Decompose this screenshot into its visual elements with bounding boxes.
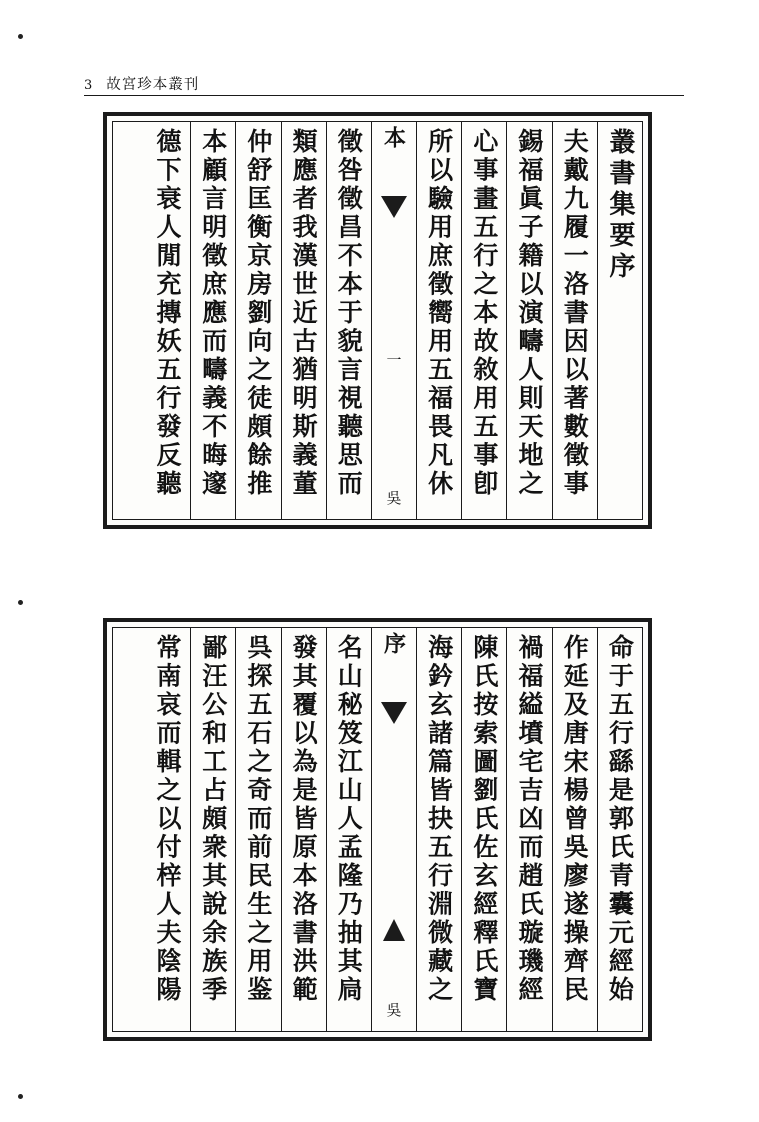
center-fold-footer: 吳 — [384, 1002, 403, 1019]
column-text: 海鈐玄諸篇皆抉五行淵微藏之 — [424, 634, 454, 1005]
text-column — [552, 628, 597, 1031]
text-column — [190, 122, 235, 519]
column-text: 本顧言明徵庶應而疇義不晦邃 — [198, 128, 228, 499]
column-text: 鄙汪公和工占頗衆其說余族季 — [198, 634, 228, 1005]
text-column — [416, 628, 461, 1031]
column-text: 叢書集要序 — [604, 128, 635, 283]
text-column — [461, 628, 506, 1031]
text-column — [281, 122, 326, 519]
text-column — [326, 628, 371, 1031]
plate-bottom — [103, 618, 652, 1041]
column-text: 仲舒匡衡京房劉向之徒頗餘推 — [243, 128, 273, 499]
center-fold-column — [371, 628, 416, 1031]
center-fold-column — [371, 122, 416, 519]
text-column — [235, 122, 280, 519]
registration-dot-middle-left — [18, 600, 23, 605]
text-column — [597, 628, 642, 1031]
column-text: 呉探五石之奇而前民生之用鉴 — [243, 634, 273, 1005]
text-column — [145, 628, 190, 1031]
page-header — [84, 62, 684, 96]
column-text: 所以驗用庶徵嚮用五福畏凡休 — [424, 128, 454, 499]
text-column — [190, 628, 235, 1031]
column-text: 命于五行繇是郭氏青囊元經始 — [605, 634, 635, 1005]
text-column — [326, 122, 371, 519]
fishtail-icon — [381, 702, 407, 724]
column-text: 類應者我漢世近古猶明斯義董 — [289, 128, 319, 499]
column-text: 德下衰人閒充摶妖五行發反聽 — [153, 128, 183, 499]
plate-bottom-inner — [112, 627, 643, 1032]
text-column — [281, 628, 326, 1031]
registration-dot-bottom-left — [18, 1094, 23, 1099]
column-text: 錫福眞子籍以演疇人則天地之 — [515, 128, 545, 499]
text-column — [461, 122, 506, 519]
plate-top — [103, 112, 652, 529]
fishtail-up-icon — [383, 919, 405, 941]
center-fold-label: 本 — [380, 126, 407, 152]
column-text: 名山秘笈江山人孟隆乃抽其扃 — [334, 634, 364, 1005]
text-column — [597, 122, 642, 519]
registration-dot-top-left — [18, 34, 23, 39]
column-text: 常南哀而輯之以付梓人夫陰陽 — [153, 634, 183, 1005]
column-text: 作延及唐宋楊曾吳廖遂操齊民 — [560, 634, 590, 1005]
fishtail-icon — [381, 196, 407, 218]
center-fold-footer: 吳 — [384, 490, 403, 507]
column-text: 發其覆以為是皆原本洛書洪範 — [289, 634, 319, 1005]
center-fold-label: 序 — [380, 632, 407, 658]
text-column — [145, 122, 190, 519]
center-fold-volume: 一 — [384, 352, 403, 369]
column-text: 徵咎徵昌不本于貌言視聽思而 — [334, 128, 364, 499]
plate-top-inner — [112, 121, 643, 520]
column-text: 陳氏按索圖劉氏佐玄經釋氏寶 — [469, 634, 499, 1005]
page-title: 故宮珍本叢刊 — [106, 76, 200, 93]
column-text: 禍福縊墳宅吉凶而趙氏璇璣經 — [515, 634, 545, 1005]
text-column — [552, 122, 597, 519]
text-column — [506, 628, 551, 1031]
text-column — [235, 628, 280, 1031]
column-text: 心事畫五行之本故敘用五事卽 — [469, 128, 499, 499]
text-column — [416, 122, 461, 519]
page-number: 3 — [84, 78, 93, 93]
column-text: 夫戴九履一洛書因以著數徵事 — [560, 128, 590, 499]
text-column — [506, 122, 551, 519]
